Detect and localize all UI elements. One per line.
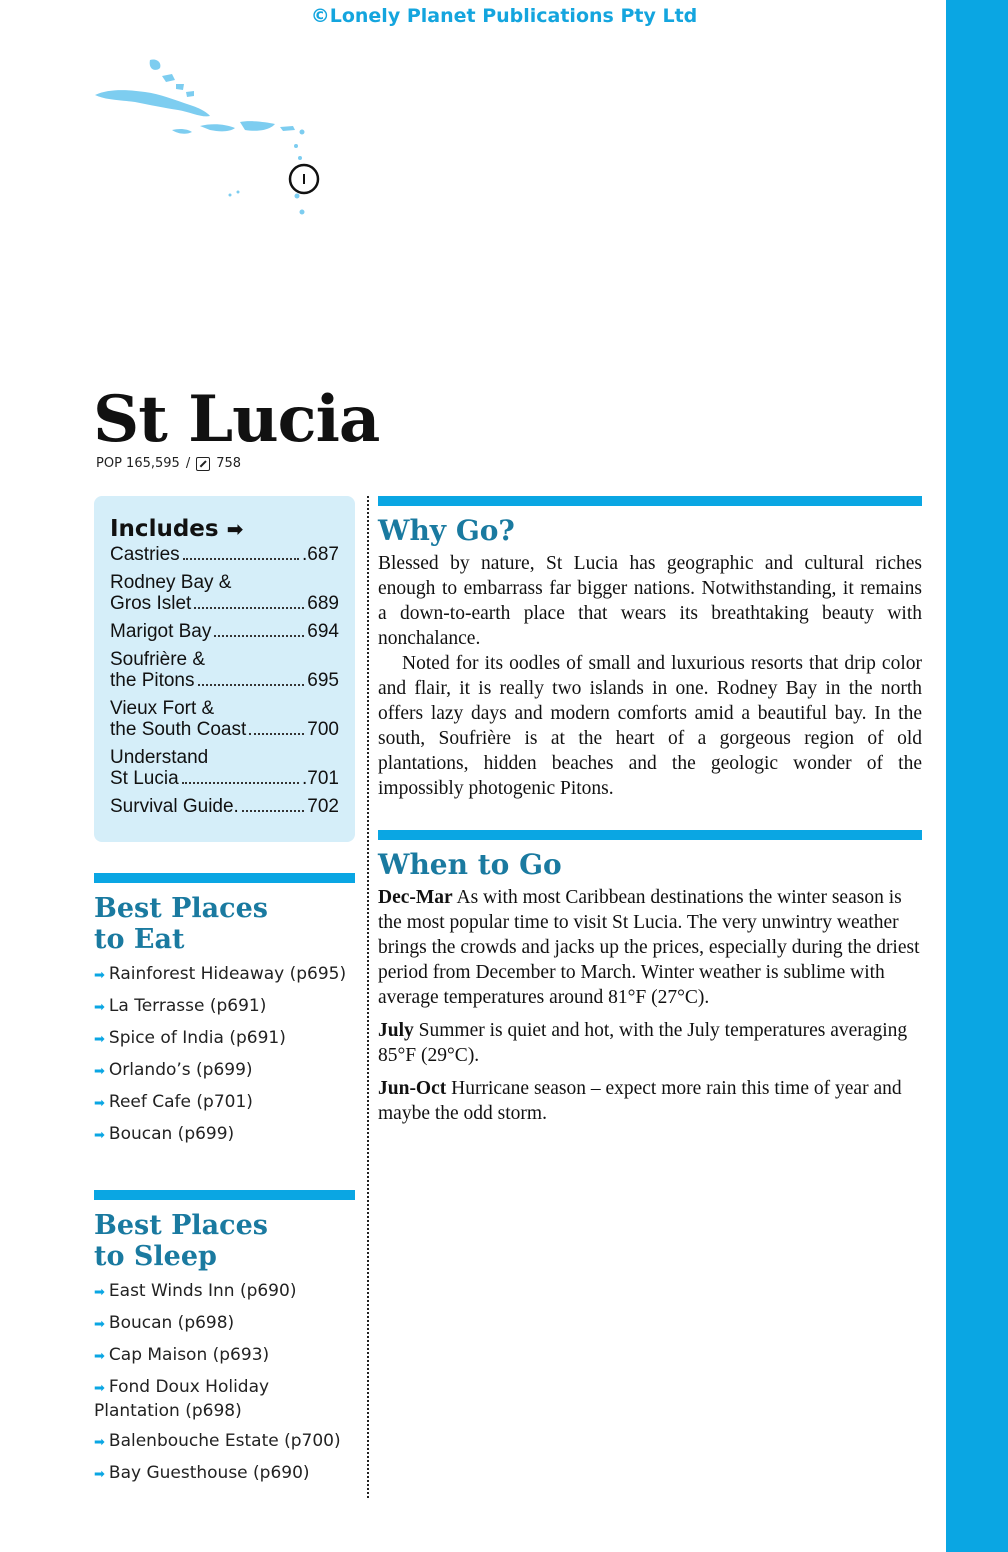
arrow-right-icon: ➡ — [94, 1317, 105, 1332]
includes-item[interactable] — [110, 796, 339, 817]
population-text: POP 165,595 — [96, 456, 180, 471]
best-sleep-list — [94, 1280, 355, 1486]
list-item[interactable] — [94, 1376, 355, 1422]
list-item[interactable] — [94, 1027, 355, 1051]
includes-item[interactable] — [110, 544, 339, 565]
includes-list — [110, 544, 339, 817]
meta-separator: / — [185, 456, 191, 471]
best-sleep-heading: Best Places to Sleep — [94, 1210, 268, 1272]
side-color-bar — [946, 0, 1008, 1552]
list-item[interactable] — [94, 1430, 355, 1454]
best-places-sleep — [94, 1190, 355, 1494]
includes-item-label: Vieux Fort & — [110, 698, 215, 719]
includes-item[interactable] — [110, 572, 339, 614]
season-text: As with most Caribbean destinations the winter season is the most popular time to visit St Lucia. The very unwintry weather brings the crowds and jacks up the prices, especially during the driest period from December to March. Winter weather is sublime with average temperatures around 81°F (27°C). — [378, 887, 920, 1008]
includes-item-label: Soufrière & — [110, 649, 206, 670]
list-item[interactable] — [94, 1280, 355, 1304]
page-title: St Lucia — [93, 382, 380, 457]
when-to-go-list — [378, 885, 922, 1126]
dot-leader — [198, 684, 305, 686]
list-item[interactable] — [94, 995, 355, 1019]
arrow-right-icon: ➡ — [94, 1128, 105, 1143]
includes-item-page: 695 — [307, 670, 339, 691]
why-go-section — [378, 496, 922, 801]
best-eat-list — [94, 963, 355, 1147]
includes-item-page: 689 — [307, 593, 339, 614]
list-item[interactable] — [94, 1091, 355, 1115]
arrow-right-icon: ➡ — [94, 1467, 105, 1482]
includes-item[interactable] — [110, 649, 339, 691]
includes-item-label: the South Coast — [110, 719, 247, 740]
population-meta — [96, 456, 241, 471]
includes-item-page: 702 — [307, 796, 339, 817]
when-to-go-section — [378, 830, 922, 1126]
arrow-right-icon: ➡ — [94, 1435, 105, 1450]
list-item-text: La Terrasse (p691) — [108, 996, 267, 1016]
includes-item-label: Survival Guide. — [110, 796, 239, 817]
list-item-text: Fond Doux Holiday Plantation (p698) — [94, 1377, 270, 1421]
includes-item[interactable] — [110, 621, 339, 642]
includes-item-label: Understand — [110, 747, 209, 768]
list-item-text: Cap Maison (p693) — [108, 1345, 270, 1365]
includes-box — [94, 496, 355, 842]
list-item-text: Bay Guesthouse (p690) — [108, 1463, 310, 1483]
phone-code: 758 — [216, 456, 242, 471]
list-item[interactable] — [94, 1123, 355, 1147]
list-item[interactable] — [94, 1344, 355, 1368]
season-text: Hurricane season – expect more rain this time of year and maybe the odd storm. — [378, 1078, 902, 1124]
dot-leader — [194, 607, 304, 609]
list-item-text: Orlando’s (p699) — [108, 1060, 253, 1080]
season-label: July — [378, 1020, 414, 1041]
why-go-heading: Why Go? — [378, 514, 515, 547]
arrow-right-icon: ➡ — [94, 1285, 105, 1300]
dot-leader — [242, 810, 304, 812]
list-item[interactable] — [94, 1462, 355, 1486]
arrow-right-icon: ➡ — [94, 1064, 105, 1079]
dot-leader — [182, 782, 299, 784]
why-go-paragraph-2: Noted for its oodles of small and luxurious resorts that drip color and flair, it is really two islands in one. Rodney Bay in the north offers lazy days and modern comforts amid a beautiful bay. In the south, Soufrière is at the heart of a gorgeous region of old plantations, hidden beaches and the geologic wonder of the impossibly photogenic Pitons. — [378, 653, 922, 799]
includes-item-page: 694 — [307, 621, 339, 642]
includes-item-page: 700 — [307, 719, 339, 740]
arrow-right-icon: ➡ — [94, 1381, 105, 1396]
list-item[interactable] — [94, 963, 355, 987]
list-item[interactable] — [94, 1312, 355, 1336]
list-item-text: Balenbouche Estate (p700) — [108, 1431, 341, 1451]
list-item-text: Reef Cafe (p701) — [108, 1092, 253, 1112]
list-item[interactable] — [94, 1059, 355, 1083]
section-bar — [378, 496, 922, 506]
when-to-go-paragraph — [378, 885, 922, 1010]
arrow-right-icon: ➡ — [94, 1000, 105, 1015]
includes-item-label: Gros Islet — [110, 593, 192, 614]
when-to-go-paragraph — [378, 1076, 922, 1126]
dot-leader — [183, 558, 299, 560]
includes-item-label: Rodney Bay & — [110, 572, 232, 593]
phone-code-icon — [196, 457, 210, 471]
column-divider — [367, 496, 369, 1498]
includes-item[interactable] — [110, 698, 339, 740]
list-item-text: Boucan (p699) — [108, 1124, 235, 1144]
when-to-go-paragraph — [378, 1018, 922, 1068]
arrow-right-icon: ➡ — [226, 517, 244, 541]
copyright-notice: ©Lonely Planet Publications Pty Ltd — [310, 5, 698, 27]
list-item-text: East Winds Inn (p690) — [108, 1281, 297, 1301]
arrow-right-icon: ➡ — [94, 968, 105, 983]
list-item-text: Spice of India (p691) — [108, 1028, 286, 1048]
arrow-right-icon: ➡ — [94, 1032, 105, 1047]
includes-item[interactable] — [110, 747, 339, 789]
section-bar — [94, 1190, 355, 1200]
includes-item-label: Castries — [110, 544, 180, 565]
season-label: Jun-Oct — [378, 1078, 447, 1099]
includes-heading: Includes ➡ — [110, 516, 244, 542]
season-label: Dec-Mar — [378, 887, 453, 908]
when-to-go-heading: When to Go — [378, 848, 562, 881]
list-item-text: Boucan (p698) — [108, 1313, 235, 1333]
dot-leader — [249, 733, 304, 735]
includes-item-label: the Pitons — [110, 670, 195, 691]
list-item-text: Rainforest Hideaway (p695) — [108, 964, 347, 984]
includes-item-page: .687 — [302, 544, 339, 565]
section-bar — [378, 830, 922, 840]
caribbean-locator-map — [90, 50, 330, 225]
best-places-eat — [94, 873, 355, 1155]
arrow-right-icon: ➡ — [94, 1349, 105, 1364]
best-eat-heading: Best Places to Eat — [94, 893, 268, 955]
season-text: Summer is quiet and hot, with the July temperatures averaging 85°F (29°C). — [378, 1020, 908, 1066]
includes-item-label: St Lucia — [110, 768, 179, 789]
why-go-paragraph-1: Blessed by nature, St Lucia has geographic and cultural riches enough to embarrass far bigger nations. Notwithstanding, it remains a down-to-earth place that wears its breathtaking beauty with nonchalance. — [378, 553, 922, 649]
section-bar — [94, 873, 355, 883]
includes-item-page: .701 — [302, 768, 339, 789]
includes-item-label: Marigot Bay — [110, 621, 212, 642]
arrow-right-icon: ➡ — [94, 1096, 105, 1111]
dot-leader — [214, 635, 304, 637]
